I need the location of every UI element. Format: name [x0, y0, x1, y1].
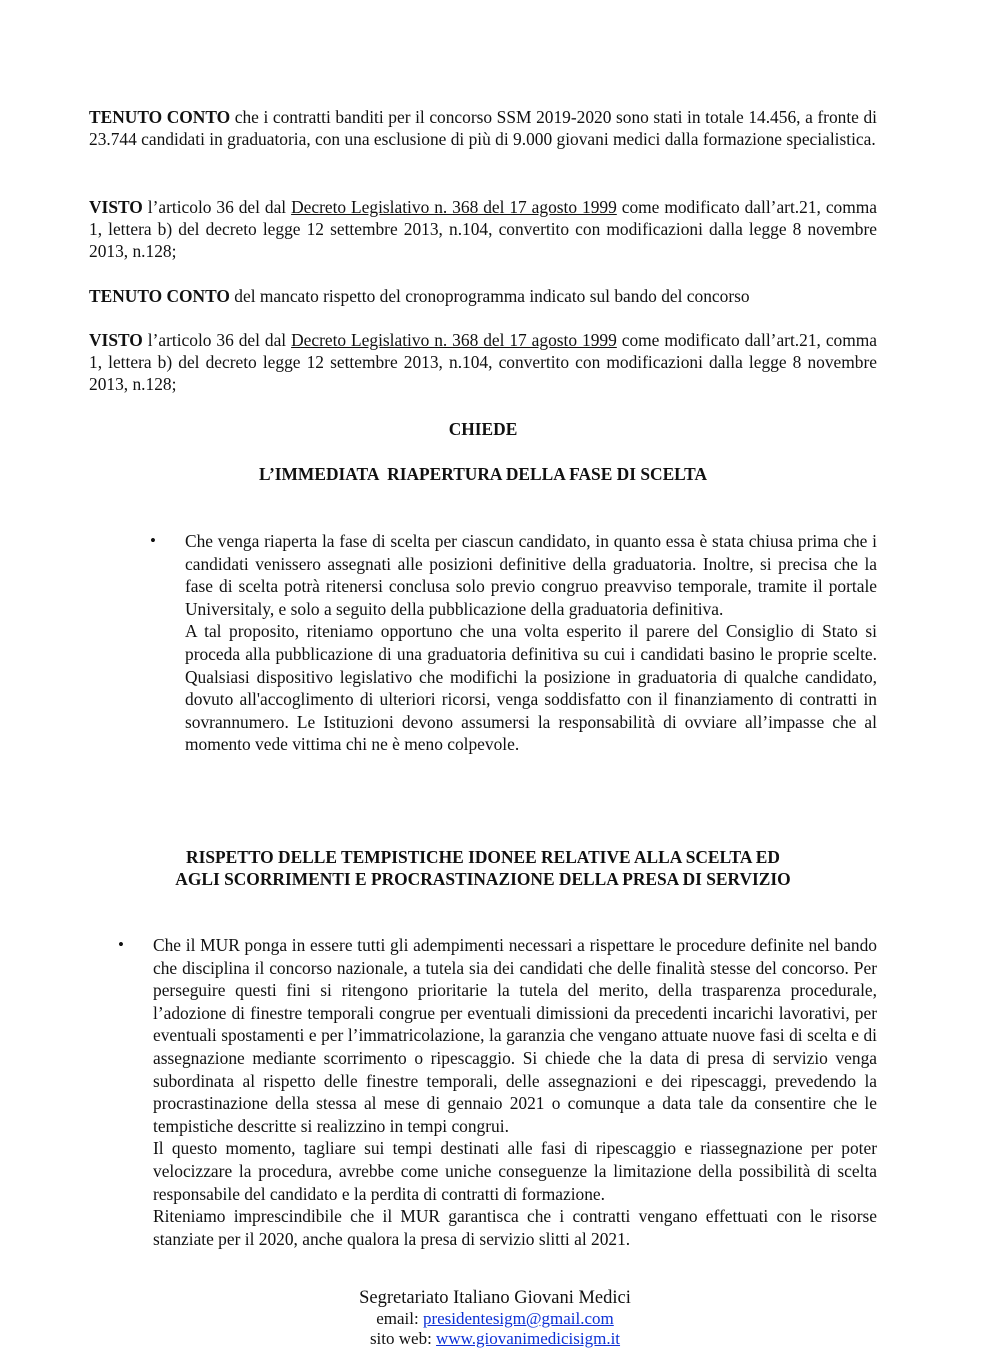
bullet-marker: • — [150, 531, 156, 550]
paragraph-lead-bold: VISTO — [89, 197, 143, 217]
bullet-paragraph: Che il MUR ponga in essere tutti gli adempimenti necessari a rispettare le procedure definite nel bando che disciplina il concorso nazionale, a tutela sia dei candidati che delle finalità stesse del concorso. Per perseguire questi fini si ritengono prioritarie la tutela del merito, della trasparenza procedurale, l’adozione di finestre temporali congrue per eventuali dimissioni da precedenti incarichi lavorativi, per eventuali spostamenti e per l’immatricolazione, la garanzia che vengano attuate nuove fasi di scelta e di assegnazione mediante scorrimento o ripescaggio. Si chiede che la data di presa di servizio venga subordinata al rispetto delle finestre temporali, delle assegnazioni e dei ripescaggi, prevedendo la procrastinazione della stessa al mese di gennaio 2021 o comunque a data tale da consentire che le tempistiche descritte si realizzino in tempi congrui. — [153, 935, 877, 1136]
paragraph-visto-articolo-36-first — [89, 196, 877, 263]
paragraph-visto-articolo-36-second — [89, 329, 877, 396]
bullet-item-riapertura — [185, 530, 877, 756]
bullet-paragraph: Il questo momento, tagliare sui tempi destinati alle fasi di ripescaggio e riassegnazione per poter velocizzare la procedura, avrebbe come uniche conseguenze la limitazione della possibilità di scelta responsabile del candidato e la perdita di contratti di formazione. — [153, 1138, 877, 1204]
bullet-paragraph: Che venga riaperta la fase di scelta per ciascun candidato, in quanto essa è stata chiusa prima che i candidati venissero assegnati alle posizioni definitive della graduatoria. Inoltre, si precisa che la fase di scelta potrà ritenersi conclusa solo previo congruo preavviso temporale, tramite il portale Universitaly, e solo a seguito della pubblicazione della graduatoria definitiva. — [185, 531, 877, 619]
footer-email-label: email: — [376, 1309, 423, 1328]
heading-chiede: CHIEDE — [448, 419, 518, 439]
paragraph-lead-bold: TENUTO CONTO — [89, 107, 231, 127]
paragraph-body: del mancato rispetto del cronoprogramma indicato sul bando del concorso — [229, 286, 750, 306]
footer-organization: Segretariato Italiano Giovani Medici — [359, 1288, 631, 1308]
bullet-paragraph: Riteniamo imprescindibile che il MUR garantisca che i contratti vengano effettuati con le risorse stanziate per il 2020, anche qualora la presa di servizio slitti al 2021. — [153, 1206, 877, 1249]
paragraph-body: che i contratti banditi per il concorso SSM 2019-2020 sono stati in totale 14.456, a fronte di 23.744 candidati in graduatoria, con una esclusione di più di 9.000 giovani medici dalla formazione specialistica. — [89, 107, 878, 150]
bullet-paragraph: A tal proposito, riteniamo opportuno che una volta esperito il parere del Consiglio di Stato si proceda alla pubblicazione di una graduatoria definitiva su cui i candidati basino le proprie scelte. Qualsiasi dispositivo legislativo che modifichi la posizione in graduatoria di qualche candidato, dovuto all'accoglimento di ulteriori ricorsi, venga soddisfatto con il finanziamento di contratti in sovrannumero. Le Istituzioni devono assumersi la responsabilità di ovviare all’impasse che al momento vede vittima chi ne è meno colpevole. — [185, 621, 877, 755]
decreto-legislativo-link[interactable]: Decreto Legislativo n. 368 del 17 agosto 1999 — [291, 197, 617, 217]
bullet-item-tempistiche — [153, 934, 877, 1250]
paragraph-tenuto-conto-contratti — [89, 106, 877, 150]
heading-rispetto-tempistiche-line1: RISPETTO DELLE TEMPISTICHE IDONEE RELATIVE ALLA SCELTA ED — [186, 847, 780, 867]
footer-website-label: sito web: — [369, 1329, 437, 1348]
footer-website-link[interactable]: www.giovanimedicisigm.it — [436, 1329, 621, 1348]
footer — [0, 1287, 990, 1349]
heading-rispetto-tempistiche-line2: AGLI SCORRIMENTI E PROCRASTINAZIONE DELLA PRESA DI SERVIZIO — [175, 869, 791, 889]
paragraph-body: come modificato dall’art.21, comma 1, lettera b) del decreto legge 12 settembre 2013, n.104, convertito con modificazioni dalla legge 8 novembre 2013, n.128; — [89, 197, 878, 262]
paragraph-body: come modificato dall’art.21, comma 1, lettera b) del decreto legge 12 settembre 2013, n.104, convertito con modificazioni dalla legge 8 novembre 2013, n.128; — [89, 330, 878, 395]
paragraph-body: l’articolo 36 del dal — [142, 330, 292, 350]
footer-website-line — [0, 1329, 990, 1349]
footer-email-link[interactable]: presidentesigm@gmail.com — [422, 1309, 614, 1328]
paragraph-lead-bold: TENUTO CONTO — [89, 286, 230, 306]
footer-email-line — [0, 1309, 990, 1329]
decreto-legislativo-link[interactable]: Decreto Legislativo n. 368 del 17 agosto 1999 — [291, 330, 617, 350]
bullet-marker: • — [118, 935, 124, 954]
paragraph-tenuto-conto-cronoprogramma — [89, 285, 877, 307]
paragraph-body: l’articolo 36 del dal — [142, 197, 292, 217]
heading-immediata-riapertura: L’IMMEDIATA RIAPERTURA DELLA FASE DI SCELTA — [258, 464, 708, 484]
paragraph-lead-bold: VISTO — [89, 330, 143, 350]
